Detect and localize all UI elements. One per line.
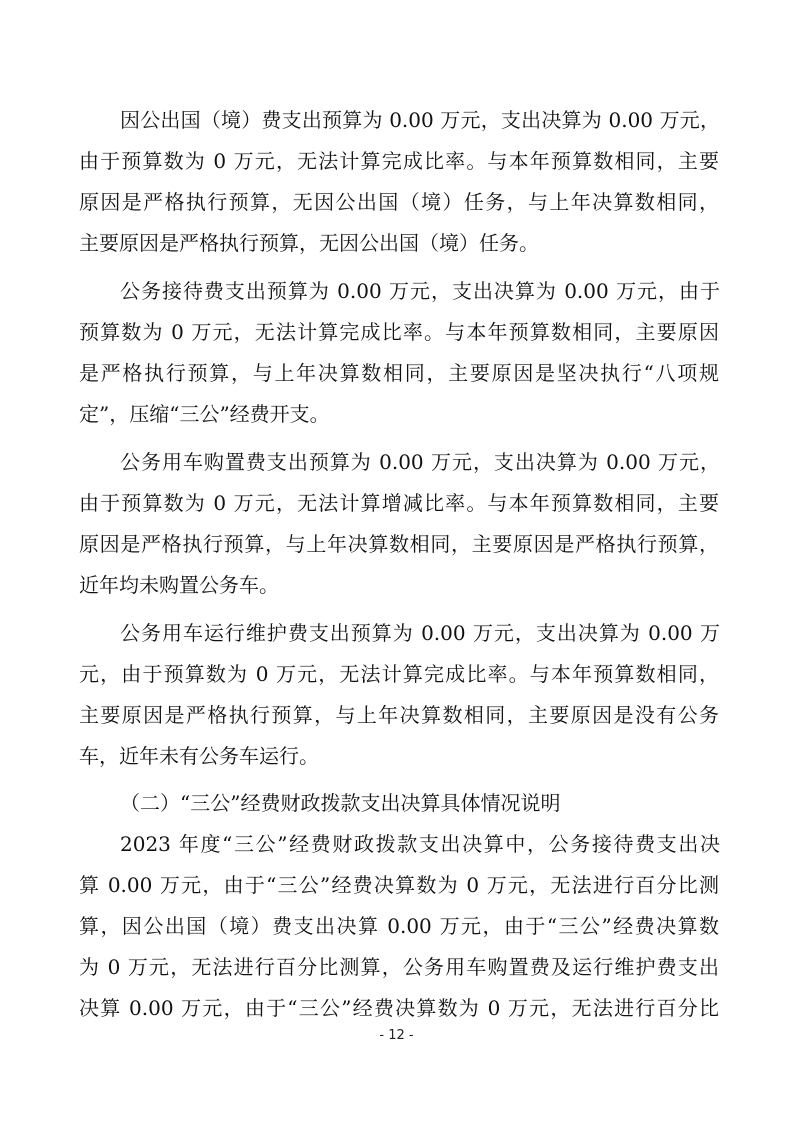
section-heading: （二）“三公”经费财政拨款支出决算具体情况说明 [120,791,561,815]
paragraph-3-line-1: 公务用车购置费支出预算为 0.00 万元，支出决算为 0.00 万元， [120,450,720,474]
paragraph-5-line-1: 2023 年度“三公”经费财政拨款支出决算中，公务接待费支出决 [120,832,720,856]
paragraph-3-line-4: 近年均未购置公务车。 [79,573,279,597]
paragraph-1-line-2: 由于预算数为 0 万元，无法计算完成比率。与本年预算数相同，主要 [79,149,719,173]
paragraph-4-line-4: 车，近年未有公务车运行。 [79,744,319,768]
paragraph-5-line-4: 为 0 万元，无法进行百分比测算，公务用车购置费及运行维护费支出 [79,955,719,979]
paragraph-1-line-3: 原因是严格执行预算，无因公出国（境）任务，与上年决算数相同， [79,190,719,214]
paragraph-5-line-5: 决算 0.00 万元，由于“三公”经费决算数为 0 万元，无法进行百分比 [79,996,719,1020]
paragraph-5-line-2: 算 0.00 万元，由于“三公”经费决算数为 0 万元，无法进行百分比测 [79,873,719,897]
paragraph-3-line-2: 由于预算数为 0 万元，无法计算增减比率。与本年预算数相同，主要 [79,491,719,515]
paragraph-1-line-4: 主要原因是严格执行预算，无因公出国（境）任务。 [79,231,539,255]
paragraph-4-line-1: 公务用车运行维护费支出预算为 0.00 万元，支出决算为 0.00 万 [120,621,720,645]
paragraph-2-line-4: 定”，压缩“三公”经费开支。 [79,402,330,426]
paragraph-1-line-1: 因公出国（境）费支出预算为 0.00 万元，支出决算为 0.00 万元， [120,108,720,132]
paragraph-5-line-3: 算，因公出国（境）费支出决算 0.00 万元，由于“三公”经费决算数 [79,914,719,938]
paragraph-4-line-2: 元，由于预算数为 0 万元，无法计算完成比率。与本年预算数相同， [79,662,719,686]
paragraph-2-line-3: 是严格执行预算，与上年决算数相同，主要原因是坚决执行“八项规 [79,361,719,385]
paragraph-3-line-3: 原因是严格执行预算，与上年决算数相同，主要原因是严格执行预算， [79,532,719,556]
paragraph-2-line-1: 公务接待费支出预算为 0.00 万元，支出决算为 0.00 万元，由于 [120,279,720,303]
paragraph-2-line-2: 预算数为 0 万元，无法计算完成比率。与本年预算数相同，主要原因 [79,320,719,344]
page-number: - 12 - [379,1028,414,1043]
paragraph-4-line-3: 主要原因是严格执行预算，与上年决算数相同，主要原因是没有公务 [79,703,719,727]
